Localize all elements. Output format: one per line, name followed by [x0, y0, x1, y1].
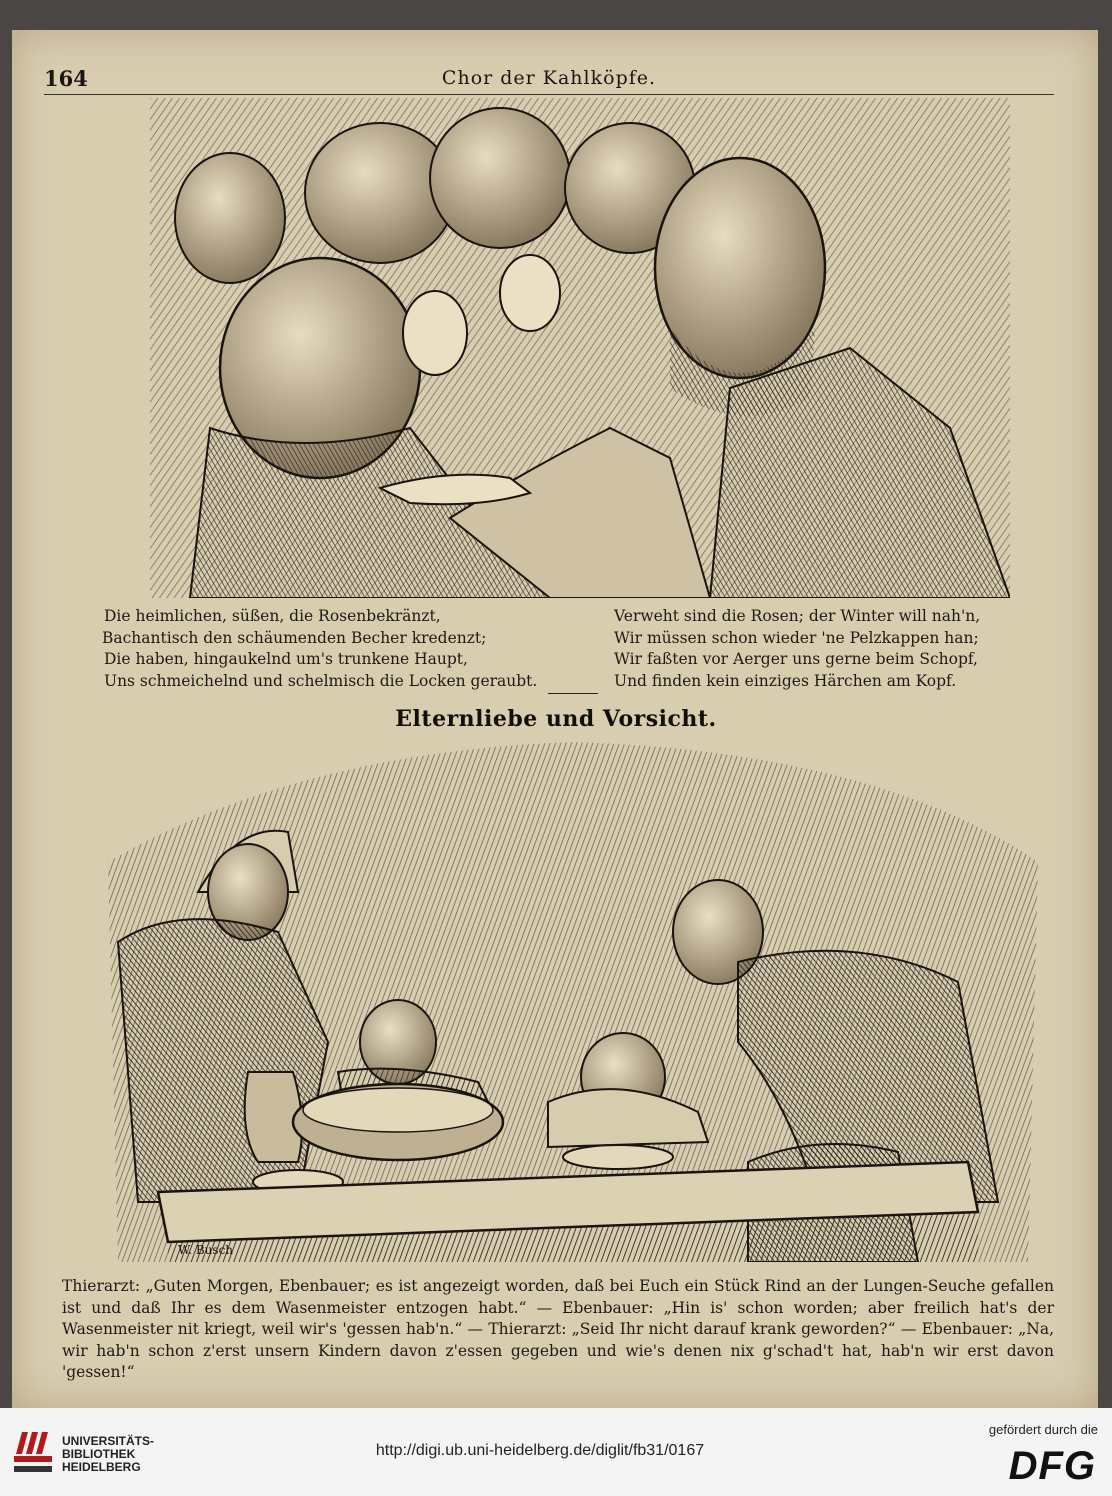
library-line: BIBLIOTHEK [62, 1447, 136, 1461]
artist-signature: W. Busch [178, 1243, 234, 1257]
illustration-family-table [98, 742, 1048, 1262]
permalink-url[interactable]: http://digi.ub.uni-heidelberg.de/diglit/fb31/0167 [375, 1442, 705, 1459]
library-line: UNIVERSITÄTS- [62, 1434, 155, 1448]
header-rule [44, 94, 1054, 95]
poem-line: Bachantisch den schäumenden Becher kredenzt; [102, 628, 487, 647]
poem-line: Wir müssen schon wieder 'ne Pelzkappen han; [614, 628, 979, 647]
poem-line: Die heimlichen, süßen, die Rosenbekränzt, [104, 607, 441, 625]
library-logo-icon[interactable] [12, 1428, 54, 1476]
poem-line: Die haben, hingaukelnd um's trunkene Haupt, [104, 650, 468, 668]
poem-line: Wir faßten vor Aerger uns gerne beim Schopf, [614, 650, 978, 668]
poem-line: Verweht sind die Rosen; der Winter will nah'n, [614, 607, 981, 625]
funded-by-label: gefördert durch die [988, 1422, 1098, 1437]
poem-left-stanza [104, 606, 537, 692]
viewer-footer [0, 1408, 1112, 1496]
illustration-bald-heads [150, 98, 1010, 598]
caption-dialogue: Thierarzt: „Guten Morgen, Ebenbauer; es ist angezeigt worden, daß bei Euch ein Stück Rind an der Lungen-Seuche gefallen ist und daß Ihr es dem Wasenmeister entzogen habt.“ — Ebenbauer: „Hin is' schon worden; aber freilich hat's der Wasenmeister nit kriegt, weil wir's 'gessen hab'n.“ — Thierarzt: „Seid Ihr nicht darauf krank geworden?“ — Ebenbauer: „Na, wir hab'n schon z'erst unsern Kindern davon z'essen gegeben und wie's denen nix g'schad't hat, hab'n wir erst davon 'gessen!“ [62, 1277, 1054, 1381]
page-number: 164 [44, 66, 88, 91]
poem-line: Uns schmeichelnd und schelmisch die Locken geraubt. [104, 671, 538, 690]
section-divider [548, 693, 598, 694]
dfg-logo[interactable]: DFG [1008, 1444, 1096, 1488]
page-header [44, 66, 1054, 92]
library-line: HEIDELBERG [62, 1460, 141, 1474]
section-title: Elternliebe und Vorsicht. [395, 706, 717, 732]
running-title: Chor der Kahlköpfe. [441, 67, 657, 89]
poem-line: Und finden kein einziges Härchen am Kopf. [614, 671, 957, 690]
poem-right-stanza [614, 606, 980, 692]
library-name[interactable] [62, 1435, 154, 1474]
